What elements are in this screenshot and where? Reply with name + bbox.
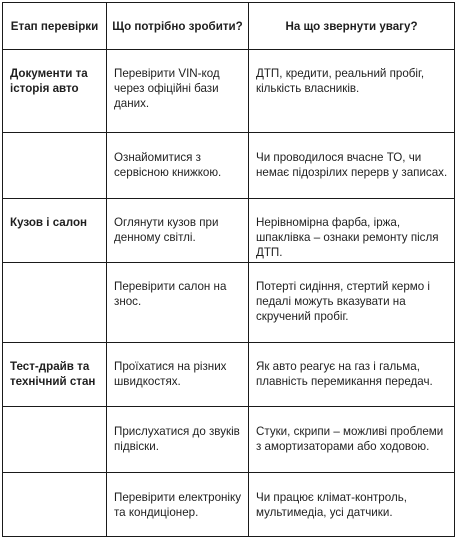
table-row bbox=[3, 473, 455, 537]
stage-cell bbox=[3, 133, 107, 199]
header-action: Що потрібно зробити? bbox=[107, 3, 249, 50]
checklist-table bbox=[2, 2, 455, 537]
action-cell: Перевірити VIN-код через офіційні бази даних. bbox=[107, 50, 249, 133]
note-cell: Як авто реагує на газ і гальма, плавність перемикання передач. bbox=[249, 343, 455, 407]
note-cell: Потерті сидіння, стертий кермо і педалі можуть вказувати на скручений пробіг. bbox=[249, 263, 455, 343]
action-cell: Проїхатися на різних швидкостях. bbox=[107, 343, 249, 407]
action-cell: Прислухатися до звуків підвіски. bbox=[107, 407, 249, 473]
stage-cell bbox=[3, 263, 107, 343]
action-cell: Оглянути кузов при денному світлі. bbox=[107, 199, 249, 263]
stage-cell: Документи та історія авто bbox=[3, 50, 107, 133]
table-row bbox=[3, 263, 455, 343]
header-stage: Етап перевірки bbox=[3, 3, 107, 50]
table-row bbox=[3, 343, 455, 407]
action-cell: Перевірити електроніку та кондиціонер. bbox=[107, 473, 249, 537]
note-cell: ДТП, кредити, реальний пробіг, кількість власників. bbox=[249, 50, 455, 133]
stage-cell: Кузов і салон bbox=[3, 199, 107, 263]
action-cell: Ознайомитися з сервісною книжкою. bbox=[107, 133, 249, 199]
header-note: На що звернути увагу? bbox=[249, 3, 455, 50]
table-row bbox=[3, 407, 455, 473]
table-row bbox=[3, 199, 455, 263]
note-cell: Чи працює клімат-контроль, мультимедіа, усі датчики. bbox=[249, 473, 455, 537]
stage-cell bbox=[3, 473, 107, 537]
note-cell: Чи проводилося вчасне ТО, чи немає підозрілих перерв у записах. bbox=[249, 133, 455, 199]
action-cell: Перевірити салон на знос. bbox=[107, 263, 249, 343]
stage-cell bbox=[3, 407, 107, 473]
note-cell: Нерівномірна фарба, іржа, шпаклівка – ознаки ремонту після ДТП. bbox=[249, 199, 455, 263]
table-header-row bbox=[3, 3, 455, 50]
table-row bbox=[3, 133, 455, 199]
note-cell: Стуки, скрипи – можливі проблеми з амортизаторами або ходовою. bbox=[249, 407, 455, 473]
table-row bbox=[3, 50, 455, 133]
stage-cell: Тест-драйв та технічний стан bbox=[3, 343, 107, 407]
